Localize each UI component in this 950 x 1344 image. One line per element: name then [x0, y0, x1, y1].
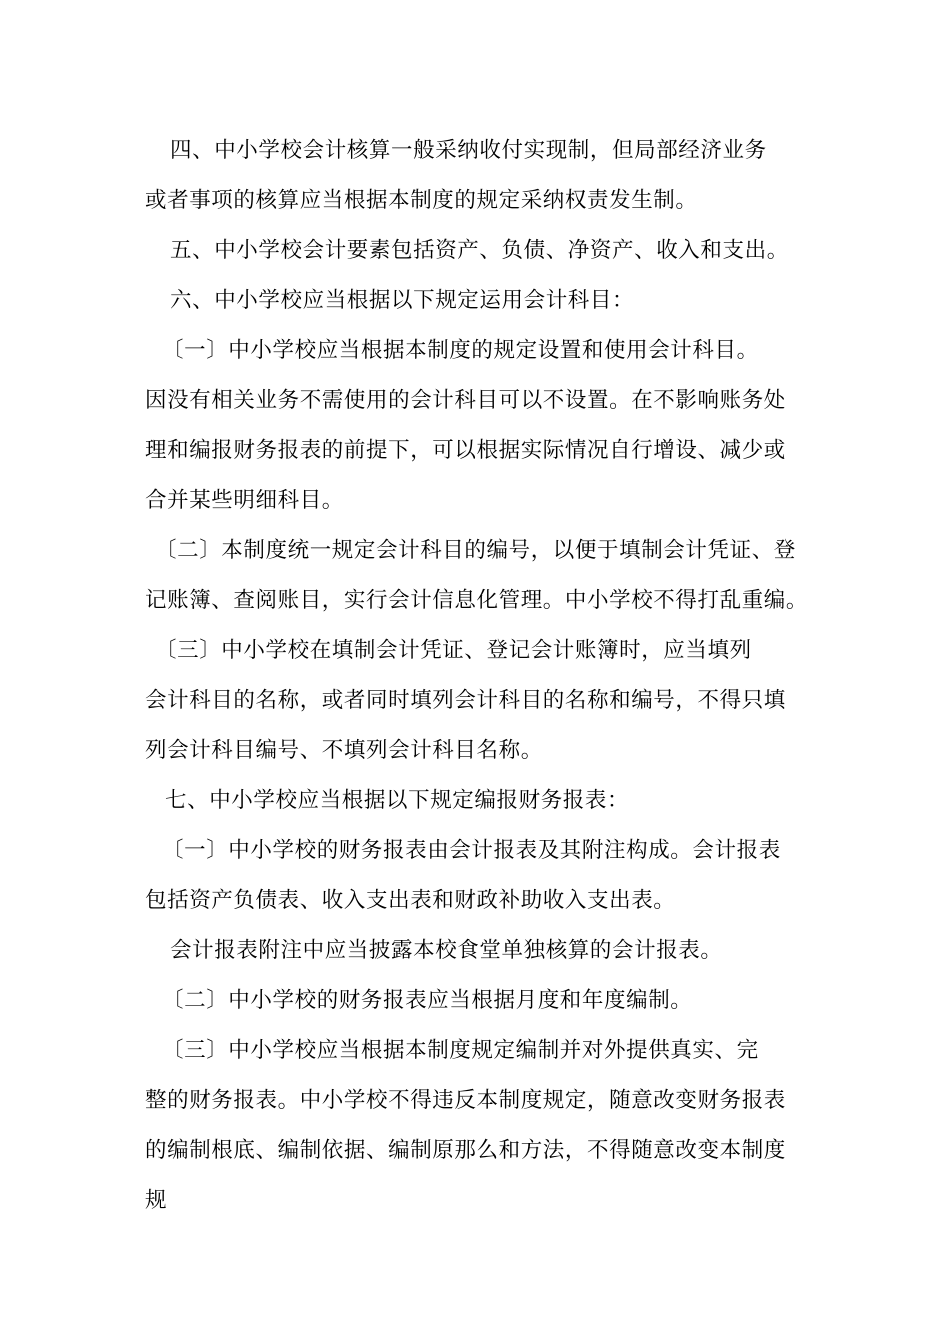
- text-line: 〔二〕中小学校的财务报表应当根据月度和年度编制。: [162, 988, 693, 1013]
- text-line: 〔一〕中小学校应当根据本制度的规定设置和使用会计科目。: [162, 338, 759, 363]
- text-line: 七、中小学校应当根据以下规定编报财务报表：: [165, 788, 630, 813]
- text-line: 包括资产负债表、收入支出表和财政补助收入支出表。: [145, 888, 676, 913]
- text-line: 理和编报财务报表的前提下，可以根据实际情况自行增设、减少或: [145, 438, 786, 463]
- text-line: 四、中小学校会计核算一般采纳收付实现制，但局部经济业务: [170, 138, 767, 163]
- text-line: 〔三〕中小学校在填制会计凭证、登记会计账簿时，应当填列: [155, 638, 752, 663]
- text-line: 合并某些明细科目。: [145, 488, 344, 513]
- text-line: 因没有相关业务不需使用的会计科目可以不设置。在不影响账务处: [145, 388, 786, 413]
- text-line: 整的财务报表。中小学校不得违反本制度规定，随意改变财务报表: [145, 1088, 786, 1113]
- text-line: 六、中小学校应当根据以下规定运用会计科目：: [170, 288, 635, 313]
- text-line: 记账簿、查阅账目，实行会计信息化管理。中小学校不得打乱重编。: [145, 588, 809, 613]
- text-line: 会计科目的名称，或者同时填列会计科目的名称和编号，不得只填: [145, 688, 786, 713]
- text-line: 的编制根底、编制依据、编制原那么和方法，不得随意改变本制度: [145, 1138, 786, 1163]
- text-line: 或者事项的核算应当根据本制度的规定采纳权责发生制。: [145, 188, 698, 213]
- text-line: 列会计科目编号、不填列会计科目名称。: [145, 738, 543, 763]
- text-line: 〔一〕中小学校的财务报表由会计报表及其附注构成。会计报表: [162, 838, 781, 863]
- text-line: 规: [145, 1188, 168, 1213]
- text-line: 五、中小学校会计要素包括资产、负债、净资产、收入和支出。: [170, 238, 789, 263]
- text-line: 会计报表附注中应当披露本校食堂单独核算的会计报表。: [170, 938, 723, 963]
- text-line: 〔三〕中小学校应当根据本制度规定编制并对外提供真实、完: [162, 1038, 759, 1063]
- text-line: 〔二〕本制度统一规定会计科目的编号，以便于填制会计凭证、登: [155, 538, 796, 563]
